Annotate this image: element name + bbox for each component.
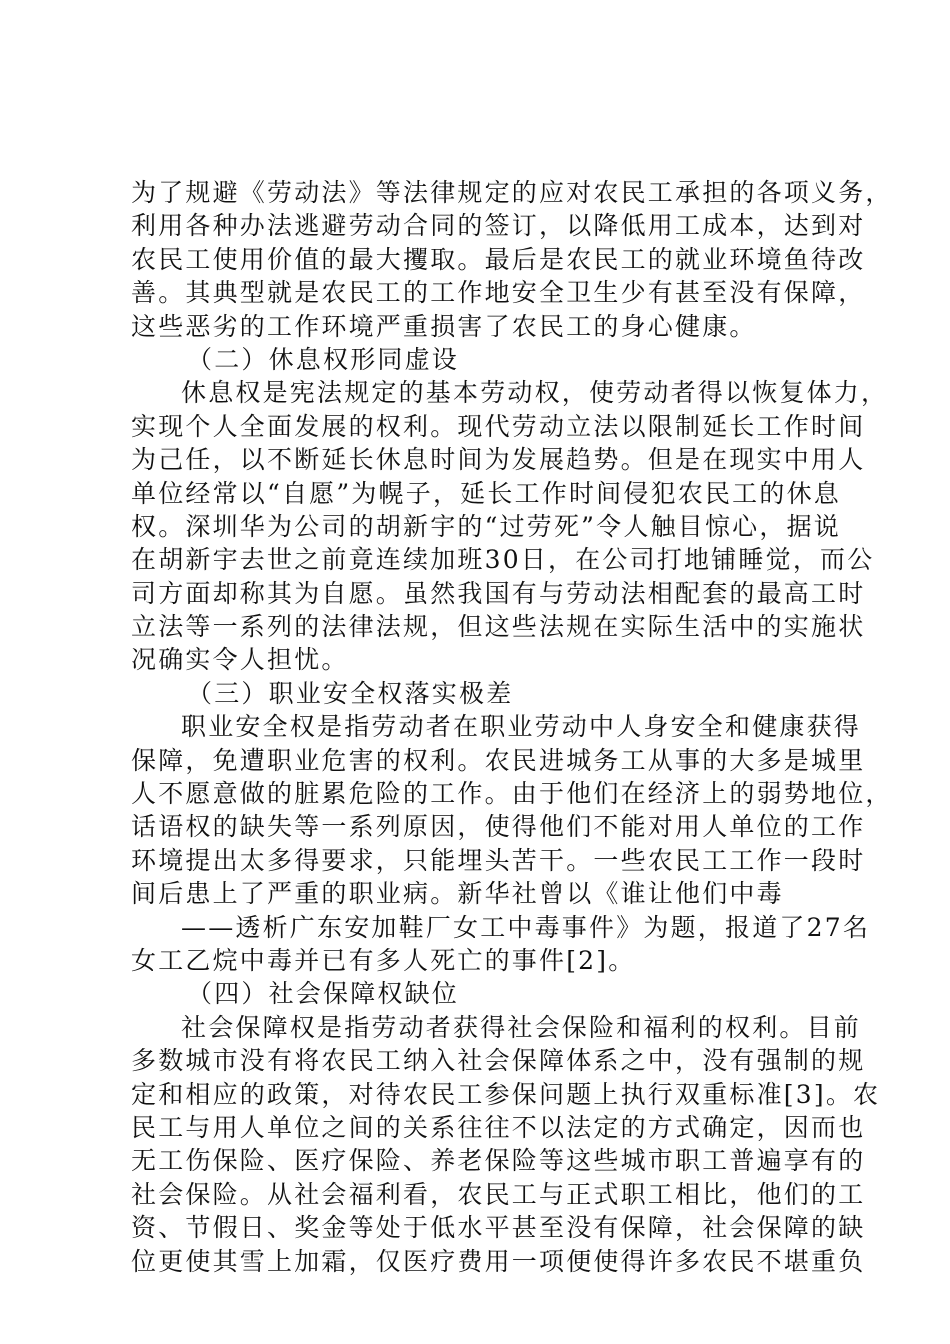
paragraph-line: ——透析广东安加鞋厂女工中毒事件》为题，报道了27名	[181, 912, 871, 942]
paragraph-line: 况确实令人担忧。	[131, 645, 349, 675]
paragraph-line: 利用各种办法逃避劳动合同的签订，以降低用工成本，达到对	[131, 211, 866, 241]
paragraph-line: 话语权的缺失等一系列原因，使得他们不能对用人单位的工作	[131, 812, 866, 842]
paragraph-line: 无工伤保险、医疗保险、养老保险等这些城市职工普遍享有的	[131, 1146, 866, 1176]
paragraph-line: 民工与用人单位之间的关系往往不以法定的方式确定，因而也	[131, 1112, 866, 1142]
paragraph-line: 这些恶劣的工作环境严重损害了农民工的身心健康。	[131, 311, 757, 341]
paragraph-line: 资、节假日、奖金等处于低水平甚至没有保障，社会保障的缺	[131, 1213, 866, 1243]
paragraph-line: 休息权是宪法规定的基本劳动权，使劳动者得以恢复体力，	[181, 378, 889, 408]
paragraph-line: 职业安全权是指劳动者在职业劳动中人身安全和健康获得	[181, 712, 862, 742]
section-heading: （三）职业安全权落实极差	[187, 678, 514, 708]
paragraph-line: 在胡新宇去世之前竟连续加班30日，在公司打地铺睡觉，而公	[131, 545, 875, 575]
paragraph-line: 农民工使用价值的最大攫取。最后是农民工的就业环境鱼待改	[131, 244, 866, 274]
paragraph-line: 权。深圳华为公司的胡新宇的“过劳死”令人触目惊心，据说	[131, 511, 841, 541]
paragraph-line: 保障，免遭职业危害的权利。农民进城务工从事的大多是城里	[131, 745, 866, 775]
paragraph-line: 环境提出太多得要求，只能埋头苦干。一些农民工工作一段时	[131, 845, 866, 875]
paragraph-line: 单位经常以“自愿”为幌子，延长工作时间侵犯农民工的休息	[131, 478, 841, 508]
paragraph-line: 间后患上了严重的职业病。新华社曾以《谁让他们中毒	[131, 879, 784, 909]
paragraph-line: 为了规避《劳动法》等法律规定的应对农民工承担的各项义务，	[131, 178, 893, 207]
paragraph-line: 女工乙烷中毒并已有多人死亡的事件[2]。	[131, 945, 636, 975]
document-body	[131, 176, 893, 1278]
paragraph-line: 立法等一系列的法律法规，但这些法规在实际生活中的实施状	[131, 612, 866, 642]
section-heading: （二）休息权形同虚设	[187, 344, 460, 374]
paragraph-line: 社会保障权是指劳动者获得社会保险和福利的权利。目前	[181, 1012, 862, 1042]
paragraph-line: 定和相应的政策，对待农民工参保问题上执行双重标准[3]。农	[131, 1079, 881, 1109]
paragraph-line: 人不愿意做的脏累危险的工作。由于他们在经济上的弱势地位，	[131, 779, 893, 809]
section-heading: （四）社会保障权缺位	[187, 979, 460, 1009]
paragraph-line: 多数城市没有将农民工纳入社会保障体系之中，没有强制的规	[131, 1046, 866, 1076]
paragraph-line: 善。其典型就是农民工的工作地安全卫生少有甚至没有保障，	[131, 278, 866, 308]
paragraph-line: 为己任，以不断延长休息时间为发展趋势。但是在现实中用人	[131, 445, 866, 475]
paragraph-line: 实现个人全面发展的权利。现代劳动立法以限制延长工作时间	[131, 411, 866, 441]
paragraph-line: 司方面却称其为自愿。虽然我国有与劳动法相配套的最高工时	[131, 578, 866, 608]
paragraph-line: 位更使其雪上加霜，仅医疗费用一项便使得许多农民不堪重负	[131, 1246, 866, 1276]
paragraph-line: 社会保险。从社会福利看，农民工与正式职工相比，他们的工	[131, 1179, 866, 1209]
